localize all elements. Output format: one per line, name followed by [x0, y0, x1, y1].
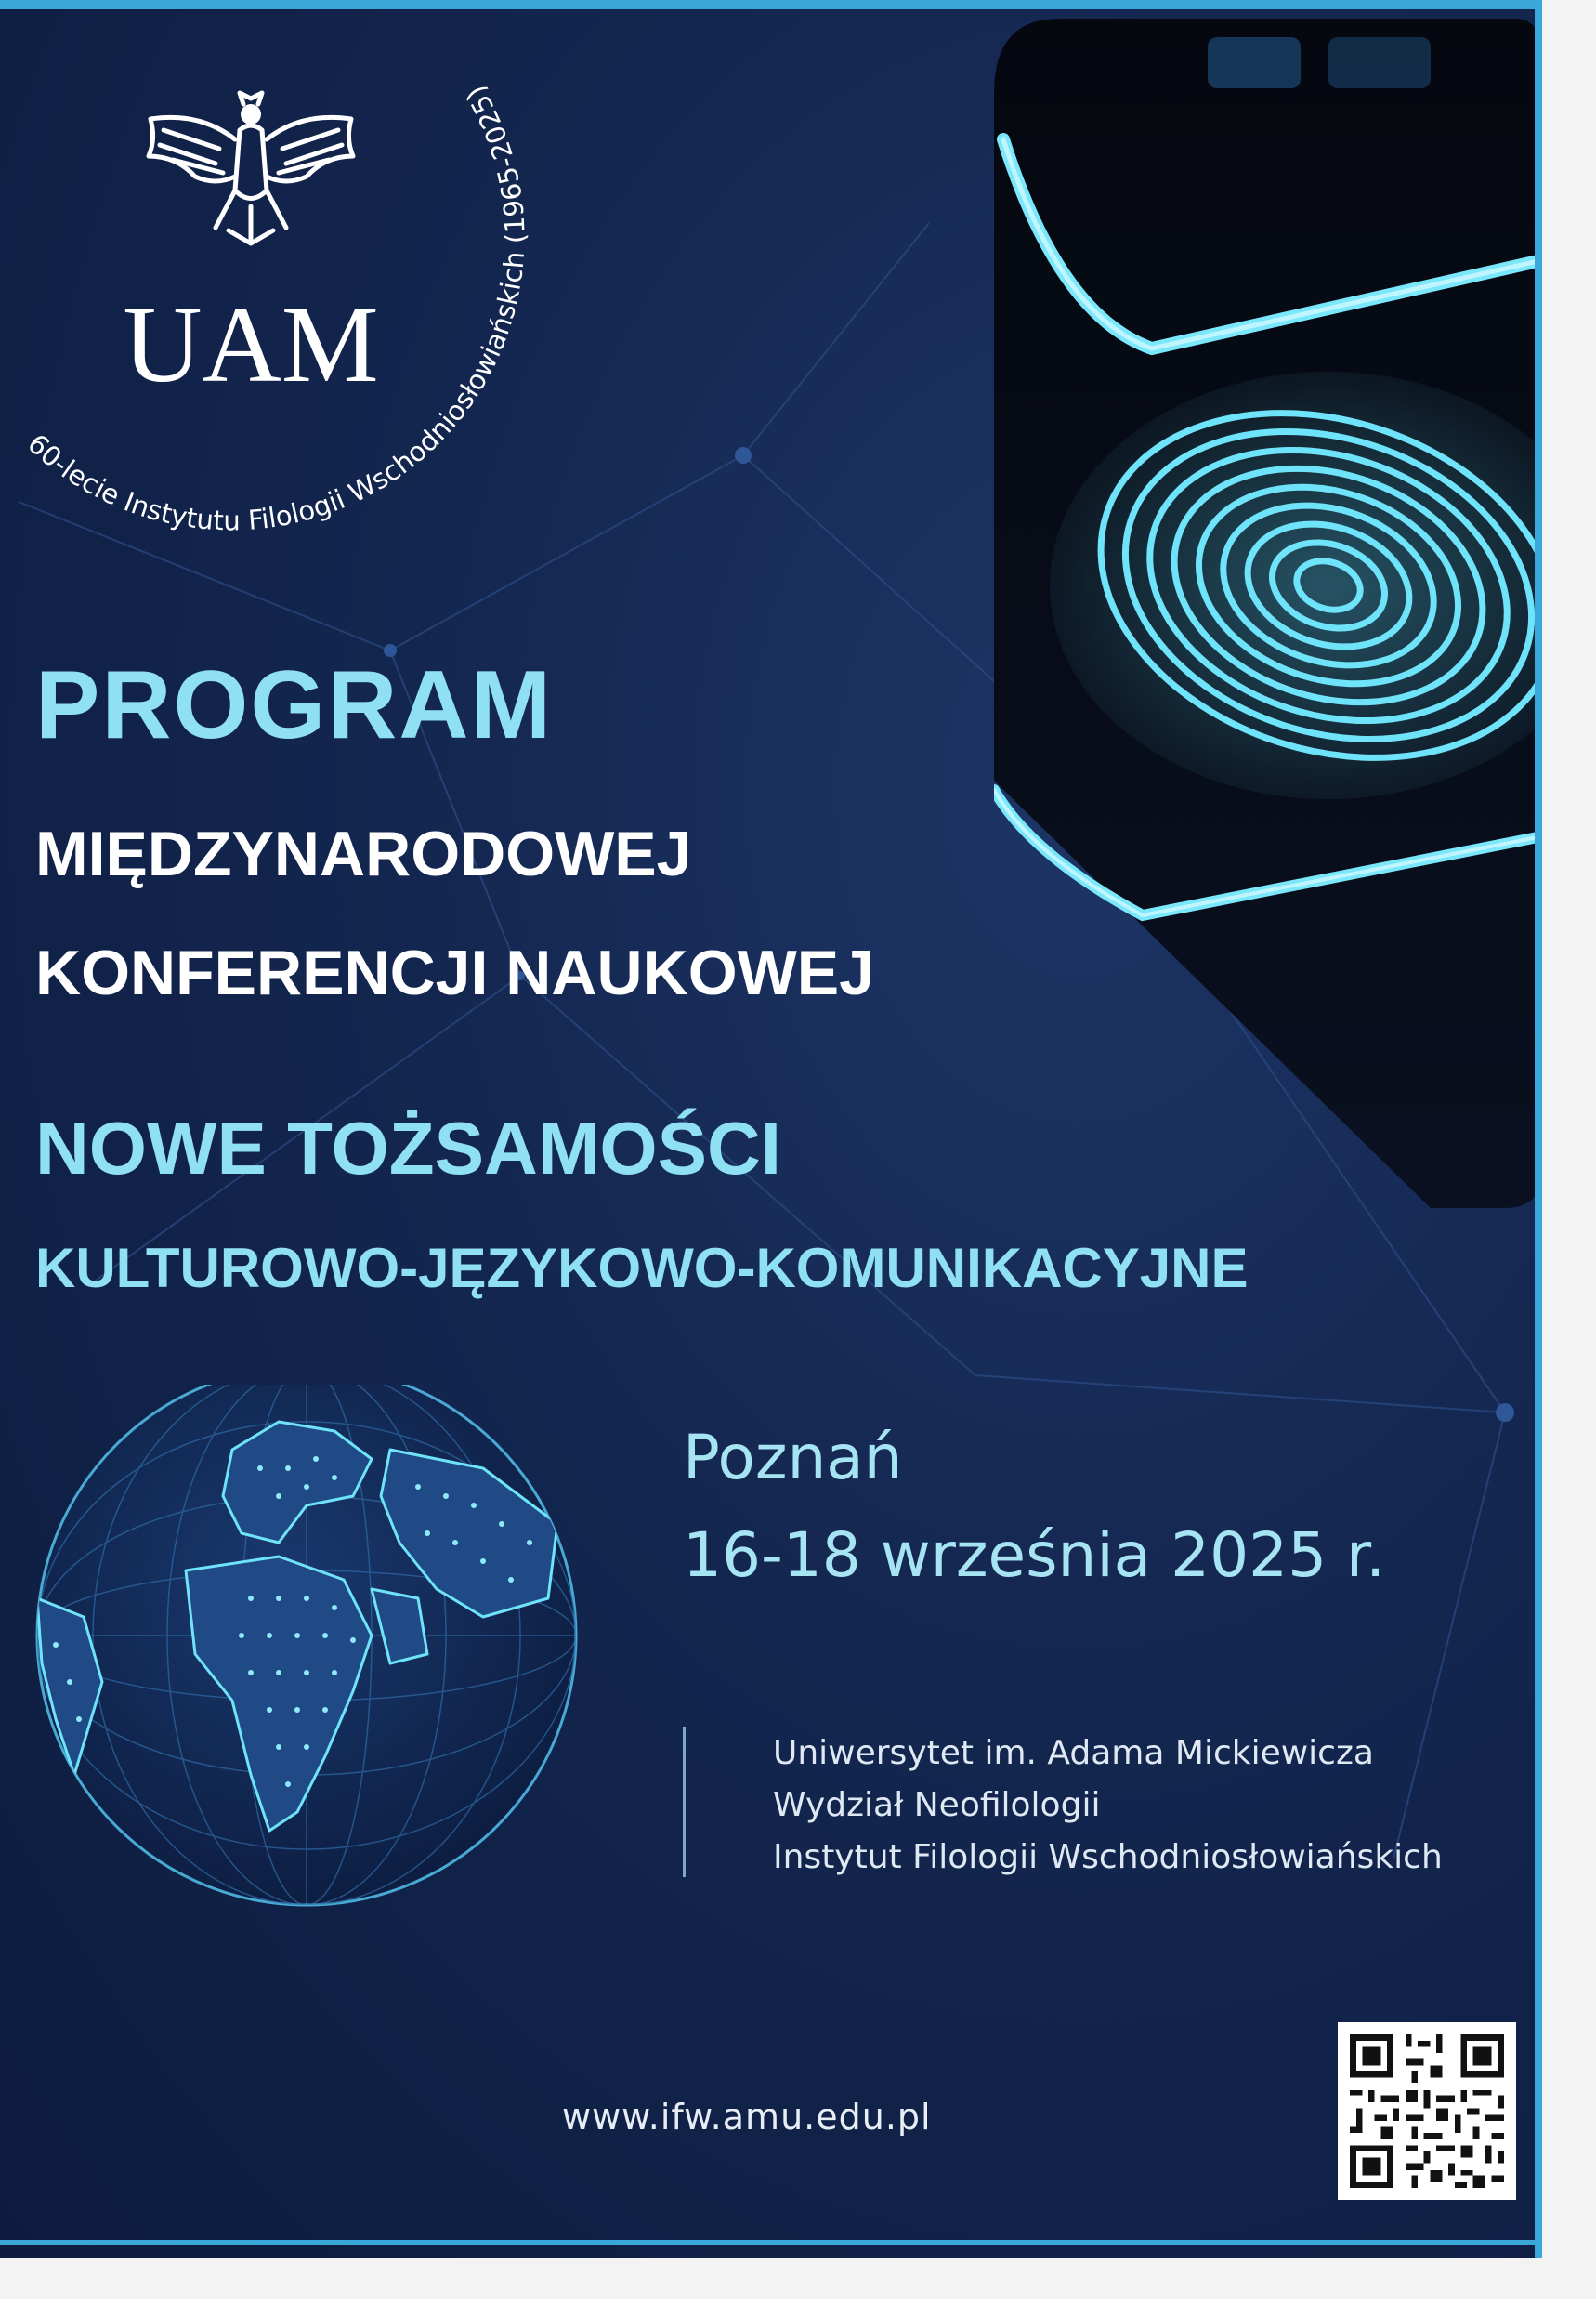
smartphone-fingerprint-illustration	[994, 19, 1542, 1208]
uam-logo	[0, 0, 576, 576]
event-city: Poznań	[683, 1422, 903, 1493]
institute-name: Instytut Filologii Wschodniosłowiańskich	[773, 1838, 1443, 1876]
website-url[interactable]: www.ifw.amu.edu.pl	[562, 2096, 932, 2137]
top-accent-bar	[0, 0, 1542, 9]
uam-monogram: UAM	[123, 283, 379, 405]
program-heading: PROGRAM	[35, 651, 554, 759]
conference-title: NOWE TOŻSAMOŚCI	[35, 1107, 781, 1189]
event-date: 16-18 września 2025 r.	[683, 1519, 1386, 1591]
qr-code	[1338, 2022, 1516, 2200]
faculty-name: Wydział Neofilologii	[773, 1786, 1101, 1824]
bottom-accent-bar	[0, 2240, 1542, 2245]
conference-subtitle: KULTUROWO-JĘZYKOWO-KOMUNIKACYJNE	[35, 1237, 1249, 1299]
conference-type-line1: MIĘDZYNARODOWEJ	[35, 819, 692, 889]
university-name: Uniwersytet im. Adama Mickiewicza	[773, 1734, 1374, 1772]
conference-type-line2: KONFERENCJI NAUKOWEJ	[35, 938, 874, 1008]
dotted-globe-illustration	[0, 1385, 595, 1924]
eagle-emblem-icon	[149, 93, 353, 243]
right-accent-bar	[1535, 0, 1542, 2258]
logo-ring-textpath: 60-lecie Instytutu Filologii Wschodniosłowiańskich (1965-2025)	[21, 80, 531, 537]
vertical-divider	[683, 1727, 686, 1877]
